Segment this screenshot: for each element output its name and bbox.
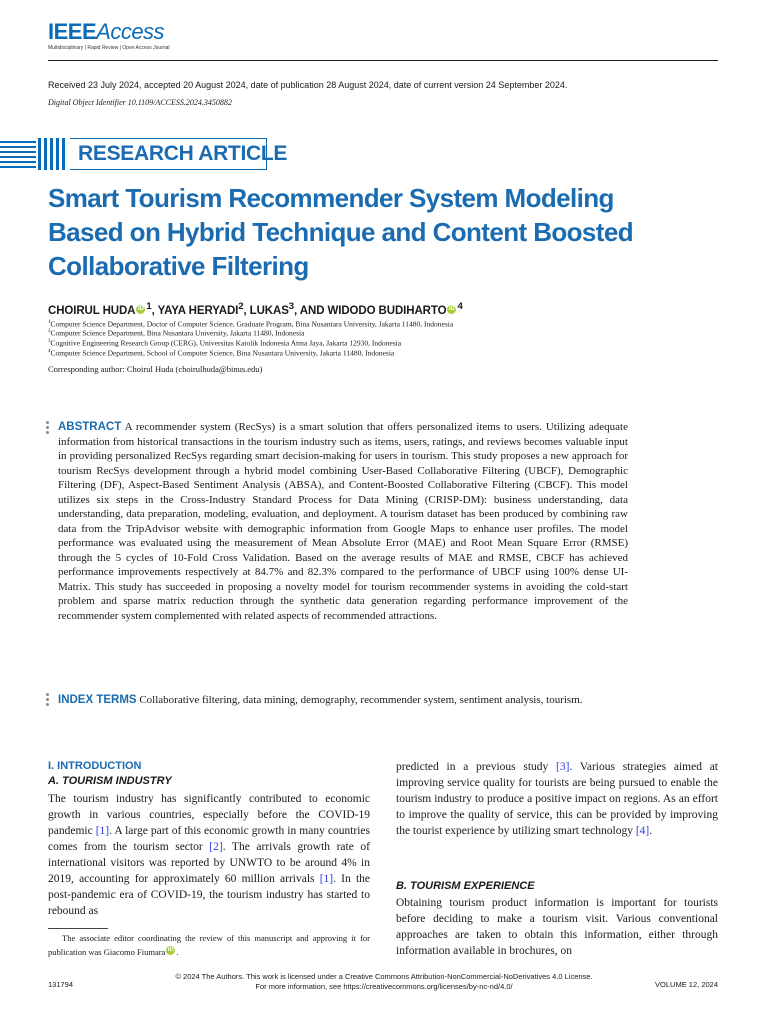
paper-title: Smart Tourism Recommender System Modeling Based on Hybrid Technique and Content Boosted Collaborative Filtering xyxy=(48,183,633,281)
footnote-rule xyxy=(48,928,108,929)
corresponding-author: Corresponding author: Choirul Huda (choirulhuda@binus.edu) xyxy=(48,364,263,374)
affiliation: $^1$Computer Science Department, Doctor of Computer Science, Graduate Program, Bina Nusantara University, Jakarta 11480, Indonesia xyxy=(48,319,454,329)
index-terms xyxy=(58,693,628,708)
journal-tagline: Multidisciplinary | Rapid Review | Open Access Journal xyxy=(48,45,170,51)
orcid-icon[interactable]: iD xyxy=(449,305,455,312)
abstract xyxy=(58,420,628,623)
author-name: , YAYA HERYADI xyxy=(151,304,239,317)
subsection-heading: A. TOURISM INDUSTRY xyxy=(48,775,172,787)
doi: Digital Object Identifier 10.1109/ACCESS.2024.3450882 xyxy=(48,98,232,107)
journal-logo xyxy=(48,20,164,44)
volume: VOLUME 12, 2024 xyxy=(655,980,718,989)
license-link[interactable]: For more information, see https://creativecommons.org/licenses/by-nc-nd/4.0/ xyxy=(255,982,513,991)
author-affil-number: 3 xyxy=(288,301,295,312)
license-line: © 2024 The Authors. This work is licensed under a Creative Commons Attribution-NonCommercial-NoDerivatives 4.0 License. xyxy=(175,972,593,981)
citation-link[interactable]: [2] xyxy=(209,841,223,853)
author-name: , LUKAS xyxy=(243,304,289,317)
author-affil-number: 2 xyxy=(238,301,244,312)
citation-link[interactable]: [4] xyxy=(635,825,650,837)
author-name: CHOIRUL HUDA xyxy=(48,304,136,317)
logo-ieee: IEEE xyxy=(48,19,97,44)
paragraph: Obtaining tourism product information is important for tourists before deciding to make a tourism visit. Various conventional approaches are taken to obtain this information, either through information available in brochures, on xyxy=(396,897,718,957)
citation-link[interactable]: [3] xyxy=(556,761,570,773)
paragraph: The tourism industry has significantly contributed to economic growth in various countries, especially before the COVID-19 pandemic [1]. A large part of this economic growth in many countries comes from the tourism sector [2]. The arrivals growth rate of international visitors was reported by UNWTO to be around 4% in 2019, accounting for approximately 60 million arrivals [1]. In the post-pandemic era of COVID-19, the tourism industry has started to rebound as xyxy=(48,793,370,917)
paragraph: predicted in a previous study [3]. Various strategies aimed at improving service quality for tourists are being pursued to enable the tourism industry to produce a positive impact on regions. As an effort to improve the quality of service, this can be provided by improving the tourist experience by utilizing smart technology [4]. xyxy=(396,761,718,837)
orcid-icon[interactable]: iD xyxy=(167,947,174,953)
abstract-text: A recommender system (RecSys) is a smart solution that offers personalized items to users. Utilizing adequate information from historical transactions in the tourism industry such as items, users, ratings, and reviews becomes valuable input in providing personalized RecSys regarding smart decision-making for users in tourism. This study proposes a new approach for tourism RecSys development through a hybrid model combining User-Based Collaborative Filtering (UBCF), Demographic Filtering (DF), Aspect-Based Sentiment Analysis (ABSA), and Content-Boosted Collaborative Filtering (CBCF). This model utilizes six steps in the Cross-Industry Standard Process for Data Mining (CRISP-DM): business understanding, data understanding, data preparation, modeling, evaluation, and deployment. A tourism dataset has been produced by combining raw data from the TripAdvisor website with demographic information from Google Maps to enhance user profiles. The model performance was evaluated using the measurement of Mean Absolute Error (MAE) and Root Mean Square Error (RMSE) through the 5 cycles of 10-Fold Cross Validation. Based on the average results of MAE and RMSE, CBCF has achieved performance improvements respectively at 84.7% and 82.3% compared to the performance of UBCF using 100% dense UI-Matrix. This study has succeeded in proposing a novelty model for tourism recommender systems in avoiding the cold-start problem and sparse matrix reduction through the synthetic data generation regarding performance improvement of the recommender system complemented with related aspects of recommended attractions. xyxy=(58,421,628,622)
header-rule xyxy=(48,60,718,61)
author-name: , AND WIDODO BUDIHARTO xyxy=(294,304,447,317)
author-affil-number: 1 xyxy=(146,301,152,312)
section-heading: I. INTRODUCTION xyxy=(48,760,142,772)
subsection-heading: B. TOURISM EXPERIENCE xyxy=(396,880,535,892)
citation-link[interactable]: [1] xyxy=(95,825,110,837)
article-type: RESEARCH ARTICLE xyxy=(78,142,288,165)
citation-link[interactable]: [1] xyxy=(319,873,334,885)
index-terms-dots-icon xyxy=(46,693,50,708)
author-affil-number: 4 xyxy=(457,301,463,312)
orcid-icon[interactable]: iD xyxy=(138,305,144,312)
abstract-label: ABSTRACT xyxy=(58,421,122,433)
publication-dates: Received 23 July 2024, accepted 20 August 2024, date of publication 28 August 2024, date of current version 24 September 2024. xyxy=(48,80,568,90)
index-terms-label: INDEX TERMS xyxy=(58,694,137,706)
article-badge-bars-icon xyxy=(0,138,66,170)
index-terms-text: Collaborative filtering, data mining, demography, recommender system, sentiment analysis, tourism. xyxy=(139,694,583,706)
affiliation: $^2$Computer Science Department, Bina Nusantara University, Jakarta 11480, Indonesia xyxy=(48,328,305,338)
abstract-dots-icon xyxy=(46,421,50,436)
affiliation: $^3$Cognitive Engineering Research Group (CERG), Universitas Katolik Indonesia Atma Jaya, Jakarta 12930, Indonesia xyxy=(48,338,402,348)
footnote: The associate editor coordinating the review of this manuscript and approving it for publication was Giacomo Fiumara iD . xyxy=(48,933,370,957)
page-number: 131794 xyxy=(48,980,74,989)
author-list xyxy=(48,301,463,317)
logo-access: Access xyxy=(96,19,165,44)
affiliation: $^4$Computer Science Department, School of Computer Science, Bina Nusantara University, Jakarta 11480, Indonesia xyxy=(48,348,395,358)
